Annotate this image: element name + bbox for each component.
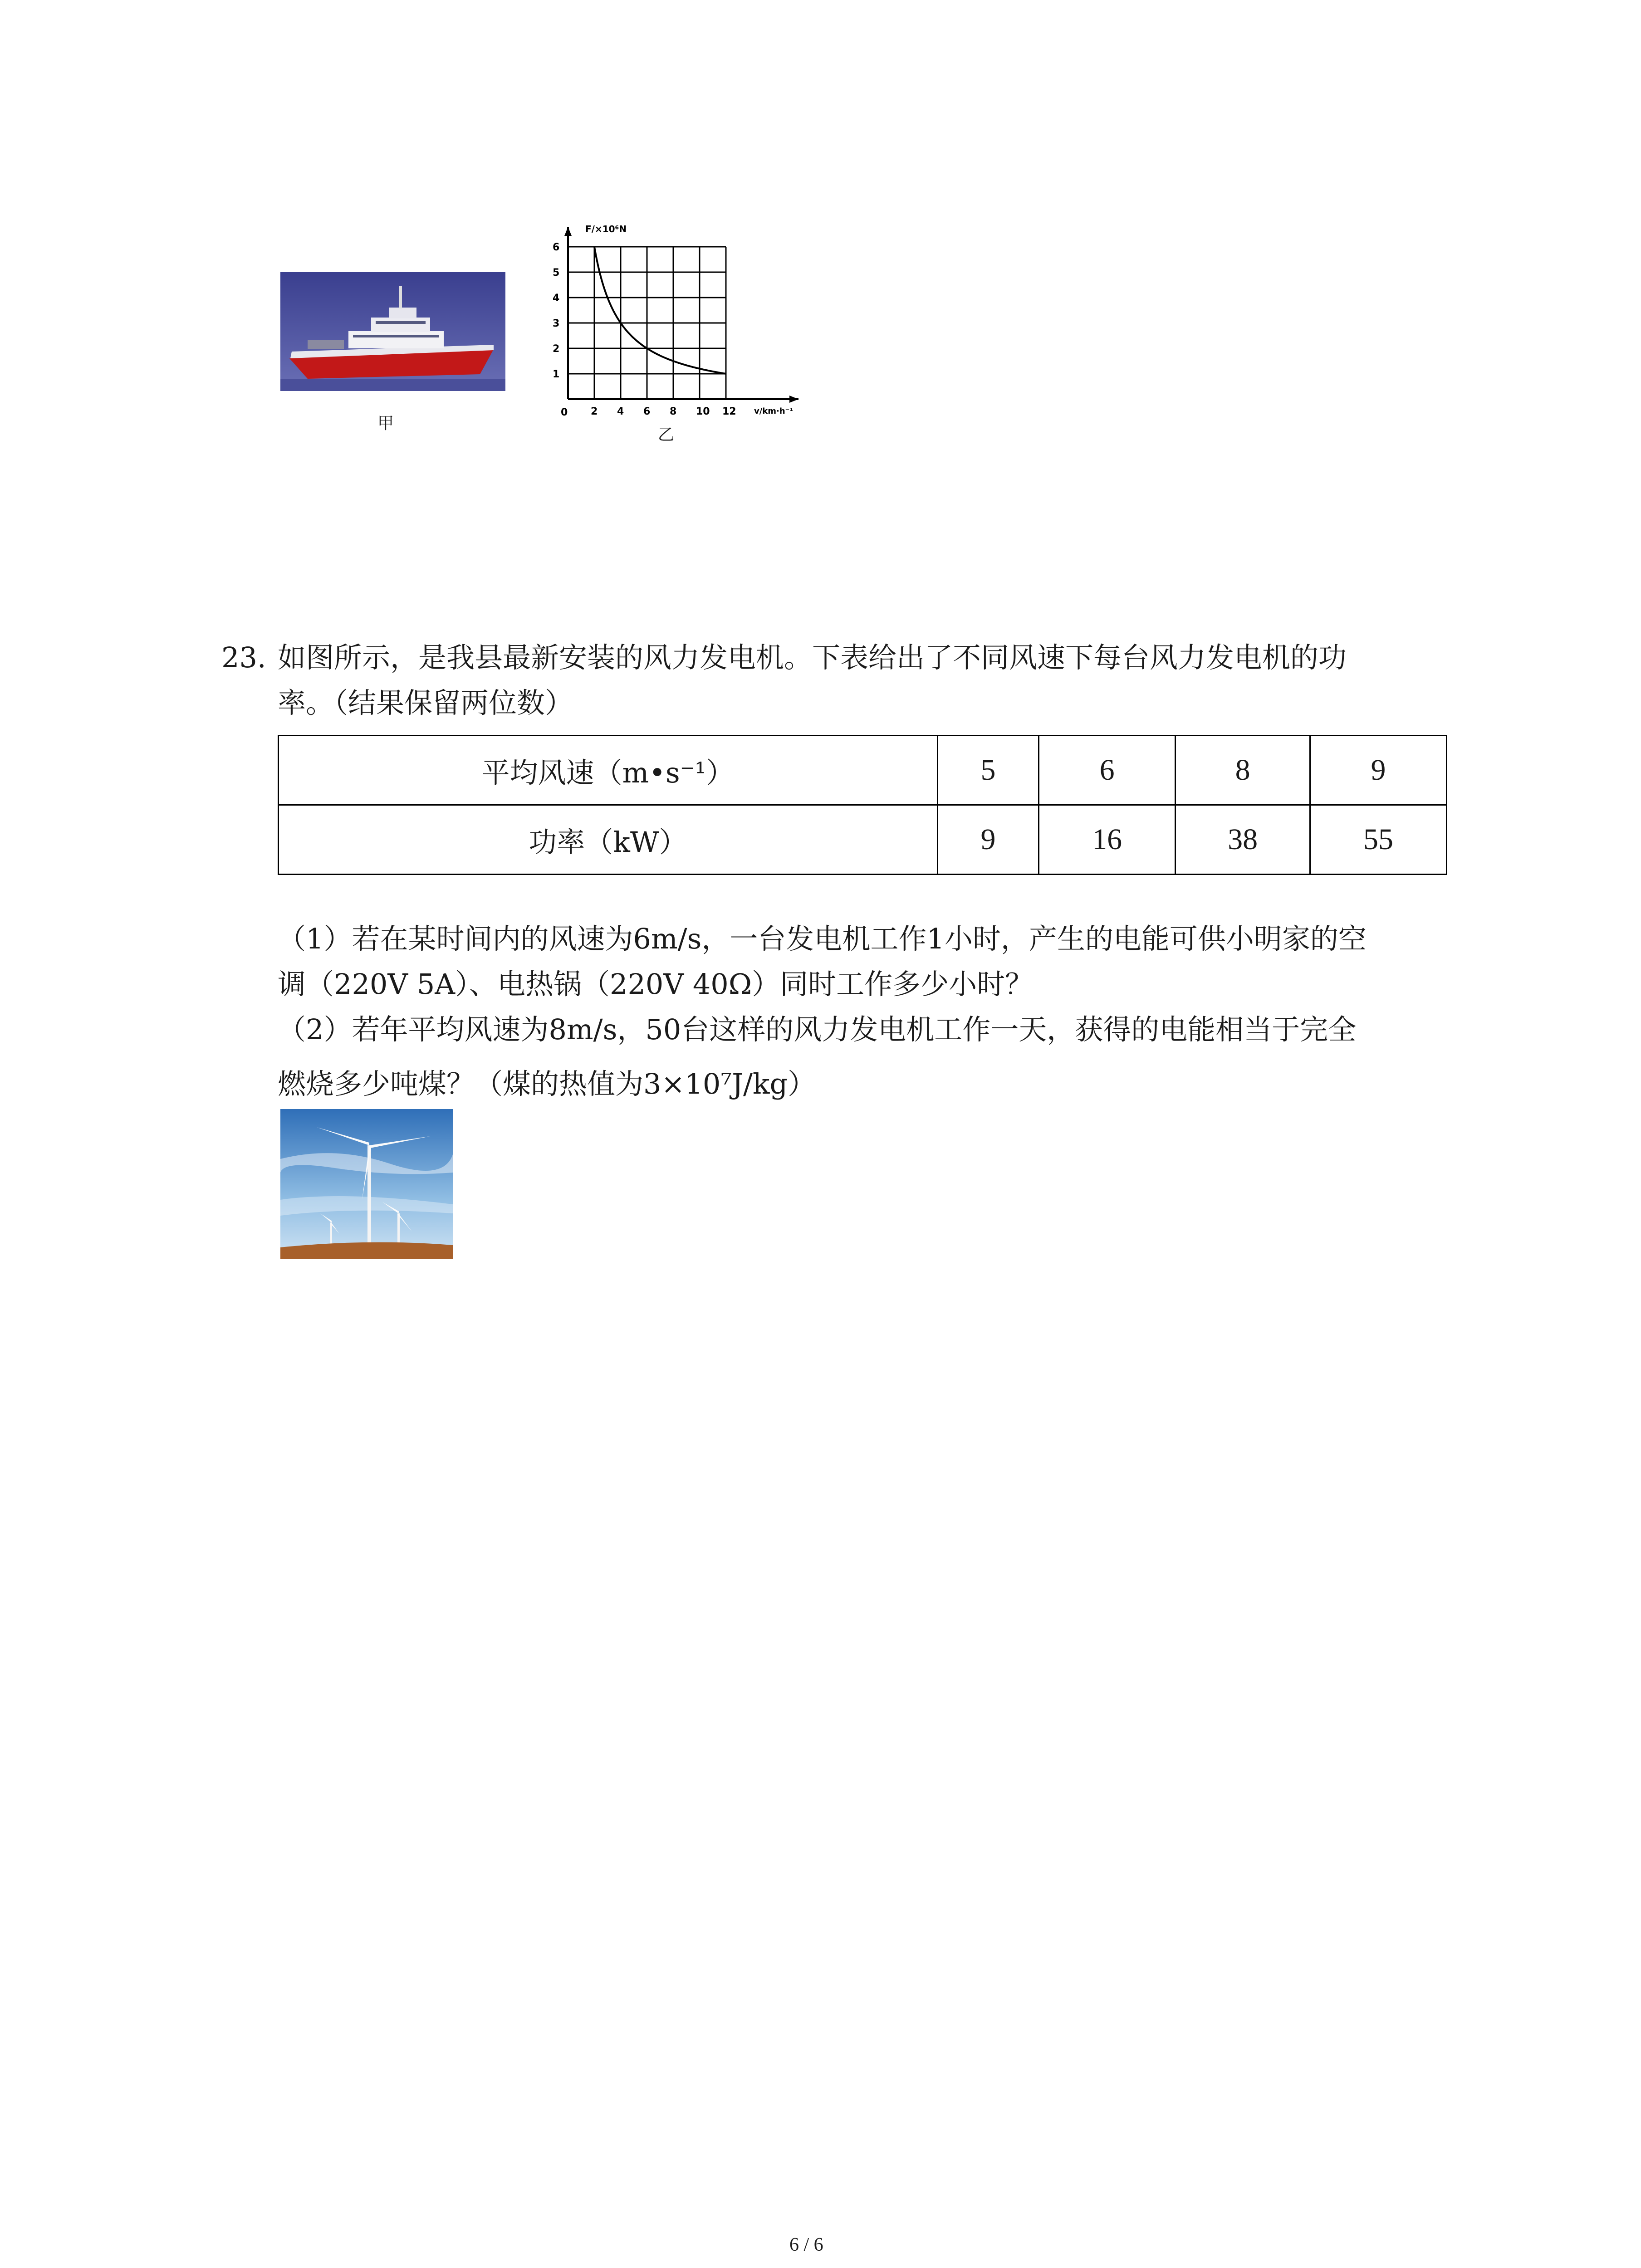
- y-tick-label: 4: [553, 293, 560, 304]
- table-cell: 8: [1176, 736, 1310, 805]
- x-tick-label: 8: [670, 406, 677, 417]
- x-axis-label: v/km·h⁻¹: [754, 406, 794, 416]
- y-axis-arrow: [564, 227, 572, 236]
- table-cell: 38: [1176, 805, 1310, 875]
- ship-image: [280, 272, 505, 391]
- origin-label: 0: [561, 407, 568, 418]
- part2-line1: （2）若年平均风速为8m/s，50台这样的风力发电机工作一天，获得的电能相当于完全: [278, 1013, 1357, 1046]
- table-cell: 9: [1310, 736, 1447, 805]
- wind-turbine-illustration: [280, 1109, 453, 1259]
- wind-power-table: [278, 735, 1447, 875]
- table-row: [279, 805, 1447, 875]
- x-tick-label: 10: [696, 406, 710, 417]
- row-label-power: 功率（kW）: [279, 805, 938, 875]
- x-tick-label: 6: [643, 406, 651, 417]
- graph-grid: [568, 247, 726, 399]
- table-cell: 9: [937, 805, 1038, 875]
- table-cell: 5: [937, 736, 1038, 805]
- y-tick-label: 6: [553, 242, 560, 253]
- table-cell: 16: [1039, 805, 1176, 875]
- page-number: 6 / 6: [789, 2234, 823, 2255]
- force-curve: [594, 247, 726, 374]
- question-number: 23.: [221, 641, 266, 674]
- x-tick-label: 2: [591, 406, 598, 417]
- x-axis-arrow: [789, 396, 798, 403]
- y-tick-label: 3: [553, 318, 560, 329]
- graph-figure-label: 乙: [658, 425, 675, 444]
- ship-figure-label: 甲: [377, 414, 394, 433]
- force-speed-graph: [544, 218, 835, 454]
- part2-line2: 燃烧多少吨煤？（煤的热值为3×10⁷J/kg）: [278, 1067, 816, 1100]
- question-stem-line1: 如图所示，是我县最新安装的风力发电机。下表给出了不同风速下每台风力发电机的功: [278, 641, 1347, 674]
- row-label-wind-speed: 平均风速（m•s⁻¹）: [279, 736, 938, 805]
- table-row: [279, 736, 1447, 805]
- x-tick-label: 4: [617, 406, 624, 417]
- ship-illustration: [280, 272, 505, 391]
- table-cell: 55: [1310, 805, 1447, 875]
- y-tick-label: 2: [553, 343, 560, 355]
- question-stem-line2: 率。（结果保留两位数）: [278, 686, 573, 719]
- y-tick-label: 5: [553, 267, 560, 279]
- wind-turbine-image: [280, 1109, 453, 1259]
- table-cell: 6: [1039, 736, 1176, 805]
- y-axis-label: F/×10⁶N: [585, 224, 627, 235]
- y-tick-label: 1: [553, 369, 560, 380]
- x-tick-label: 12: [722, 406, 736, 417]
- part1-line1: （1）若在某时间内的风速为6m/s，一台发电机工作1小时，产生的电能可供小明家的空: [278, 922, 1367, 955]
- part1-line2: 调（220V 5A）、电热锅（220V 40Ω）同时工作多少小时？: [278, 968, 1034, 1001]
